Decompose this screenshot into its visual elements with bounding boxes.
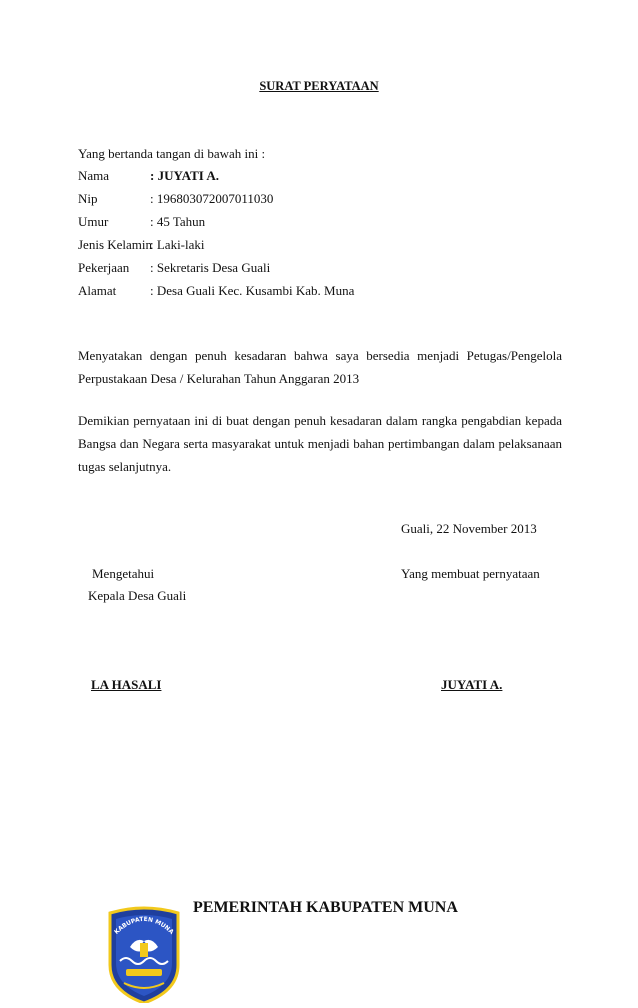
field-value-pekerjaan: : Sekretaris Desa Guali: [150, 260, 271, 275]
field-label-pekerjaan: Pekerjaan: [78, 260, 130, 275]
closing-paragraph: Demikian pernyataan ini di buat dengan penuh kesadaran dalam rangka pengabdian kepada Bangsa dan Negara serta masyarakat untuk menjadi bahan pertimbangan dalam pelaksanaan tugas selanjutnya.: [78, 413, 562, 474]
field-value-nip: : 196803072007011030: [150, 191, 274, 206]
field-value-nama: [150, 168, 219, 184]
place-date: Guali, 22 November 2013: [401, 521, 537, 536]
document-title: SURAT PERYATAAN: [259, 79, 379, 93]
field-label-nip: Nip: [78, 191, 98, 206]
logo-text: KABUPATEN MUNA: [113, 915, 175, 936]
name-value: : JUYATI A.: [150, 168, 219, 183]
statement-paragraph: Menyatakan dengan penuh kesadaran bahwa saya bersedia menjadi Petugas/Pengelola Perpustakaan Desa / Kelurahan Tahun Anggaran 2013: [78, 348, 562, 386]
regency-logo: [104, 903, 184, 1003]
field-label-alamat: Alamat: [78, 283, 117, 298]
field-value-jenis-kelamin: : Laki-laki: [150, 237, 205, 252]
intro-text: Yang bertanda tangan di bawah ini :: [78, 146, 266, 161]
right-sign-line1: Yang membuat pernyataan: [401, 566, 540, 581]
field-label-nama: Nama: [78, 168, 110, 183]
muna-emblem-icon: [104, 903, 184, 1003]
field-value-alamat: : Desa Guali Kec. Kusambi Kab. Muna: [150, 283, 355, 298]
field-value-umur: : 45 Tahun: [150, 214, 206, 229]
left-sign-line1: Mengetahui: [92, 566, 155, 581]
footer-heading: PEMERINTAH KABUPATEN MUNA: [193, 899, 458, 916]
field-label-jenis-kelamin: Jenis Kelamin: [78, 237, 153, 252]
left-signer-name: LA HASALI: [91, 677, 162, 692]
field-label-umur: Umur: [78, 214, 109, 229]
right-signer-name: JUYATI A.: [441, 677, 503, 692]
left-sign-line2: Kepala Desa Guali: [88, 588, 187, 603]
